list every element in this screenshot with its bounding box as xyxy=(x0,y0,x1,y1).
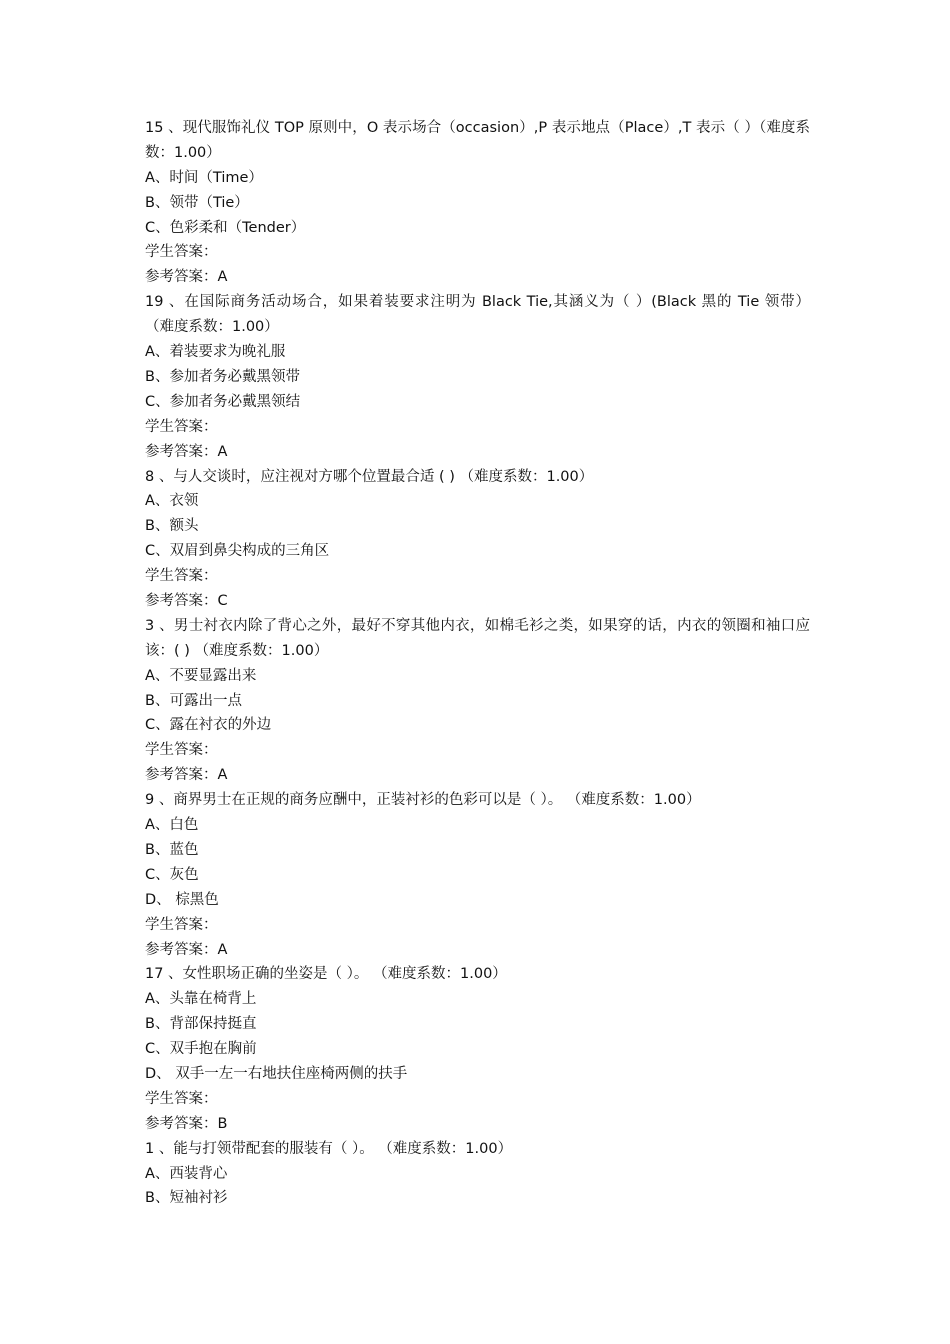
question-title: 19 、在国际商务活动场合，如果着装要求注明为 Black Tie,其涵义为（ ）(Black 黑的 Tie 领带） （难度系数：1.00） xyxy=(145,294,810,336)
question-option: B、额头 xyxy=(145,518,199,535)
question-option: B、蓝色 xyxy=(145,841,199,858)
reference-answer: 参考答案：B xyxy=(145,1115,228,1132)
question-title: 1 、能与打领带配套的服装有（ ）。 （难度系数：1.00） xyxy=(145,1140,513,1157)
question-option: A、白色 xyxy=(145,817,199,834)
question-option: B、背部保持挺直 xyxy=(145,1016,257,1033)
question-title: 17 、女性职场正确的坐姿是（ ）。 （难度系数：1.00） xyxy=(145,966,507,983)
reference-answer: 参考答案：A xyxy=(145,269,228,286)
question-option: B、短袖衬衫 xyxy=(145,1190,228,1207)
question-option: A、不要显露出来 xyxy=(145,667,257,684)
question-option: A、头靠在椅背上 xyxy=(145,991,257,1008)
question-option: C、灰色 xyxy=(145,866,199,883)
question-option: B、领带（Tie） xyxy=(145,194,249,211)
student-answer: 学生答案： xyxy=(145,916,218,933)
question-option: C、参加者务必戴黑领结 xyxy=(145,393,301,410)
reference-answer: 参考答案：A xyxy=(145,443,228,460)
question-option: D、 双手一左一右地扶住座椅两侧的扶手 xyxy=(145,1065,408,1082)
student-answer: 学生答案： xyxy=(145,568,218,585)
question-option: B、可露出一点 xyxy=(145,692,242,709)
question-option: C、色彩柔和（Tender） xyxy=(145,219,306,236)
reference-answer: 参考答案：A xyxy=(145,941,228,958)
student-answer: 学生答案： xyxy=(145,244,218,261)
question-option: A、衣领 xyxy=(145,493,199,510)
reference-answer: 参考答案：C xyxy=(145,593,228,609)
question-option: C、露在衬衣的外边 xyxy=(145,717,272,734)
reference-answer: 参考答案：A xyxy=(145,767,228,784)
question-option: A、西装背心 xyxy=(145,1165,228,1182)
student-answer: 学生答案： xyxy=(145,418,218,435)
question-title: 15 、现代服饰礼仪 TOP 原则中，O 表示场合（occasion）,P 表示地点（Place）,T 表示（ ）（难度系数：1.00） xyxy=(145,120,810,161)
document-page xyxy=(145,116,810,1211)
question-option: C、双眉到鼻尖构成的三角区 xyxy=(145,543,330,560)
student-answer: 学生答案： xyxy=(145,742,218,759)
question-option: A、着装要求为晚礼服 xyxy=(145,344,286,361)
question-option: A、时间（Time） xyxy=(145,169,263,186)
question-title: 9 、商界男士在正规的商务应酬中，正装衬衫的色彩可以是（ ）。 （难度系数：1.00） xyxy=(145,792,701,809)
student-answer: 学生答案： xyxy=(145,1090,218,1107)
question-option: C、双手抱在胸前 xyxy=(145,1041,257,1058)
question-title: 3 、男士衬衣内除了背心之外，最好不穿其他内衣，如棉毛衫之类，如果穿的话，内衣的领圈和袖口应该：( ) （难度系数：1.00） xyxy=(145,617,810,659)
question-option: D、 棕黑色 xyxy=(145,891,219,908)
question-title: 8 、与人交谈时，应注视对方哪个位置最合适 ( ) （难度系数：1.00） xyxy=(145,468,594,485)
question-option: B、参加者务必戴黑领带 xyxy=(145,368,300,385)
